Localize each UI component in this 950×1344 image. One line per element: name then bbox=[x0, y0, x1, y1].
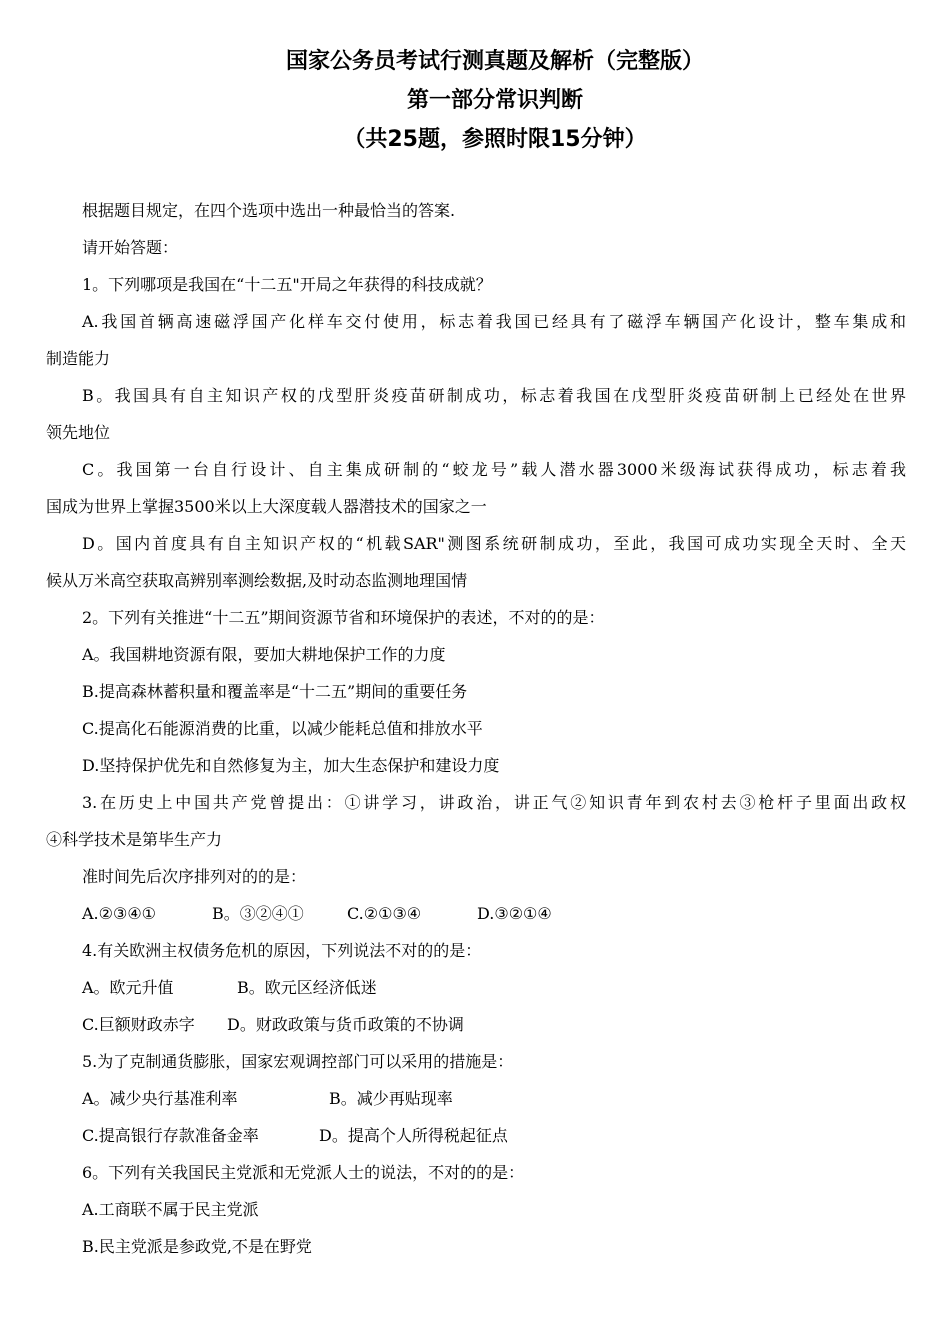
question-1-option-c-continued: 国成为世界上掌握3500米以上大深度载人器潜技术的国家之一 bbox=[46, 497, 487, 516]
question-1-option-b-continued: 领先地位 bbox=[46, 423, 111, 442]
question-2-stem: 2。下列有关推进“十二五”期间资源节省和环境保护的表述，不对的的是： bbox=[82, 608, 605, 627]
question-3-option-c: C.②①③④ bbox=[347, 904, 422, 923]
start-prompt: 请开始答题： bbox=[82, 238, 179, 257]
question-4-stem: 4.有关欧洲主权债务危机的原因，下列说法不对的的是： bbox=[82, 941, 482, 960]
question-6-stem: 6。下列有关我国民主党派和无党派人士的说法，不对的的是： bbox=[82, 1163, 525, 1182]
question-5-option-c: C.提高银行存款准备金率 bbox=[82, 1126, 259, 1145]
section-title: 第一部分常识判断 bbox=[406, 88, 583, 113]
question-5-option-b: B。减少再贴现率 bbox=[329, 1089, 453, 1108]
question-2-option-c: C.提高化石能源消费的比重，以减少能耗总值和排放水平 bbox=[82, 719, 483, 738]
question-4-options-row-1 bbox=[46, 969, 906, 1006]
question-4-option-c: C.巨额财政赤字 bbox=[82, 1015, 195, 1034]
question-4-option-d: D。财政政策与货币政策的不协调 bbox=[227, 1015, 464, 1034]
question-1-option-b: B。我国具有自主知识产权的戊型肝炎疫苗研制成功，标志着我国在戊型肝炎疫苗研制上已经处在世界 bbox=[82, 386, 906, 405]
instruction-text: 根据题目规定，在四个选项中选出一种最恰当的答案. bbox=[82, 201, 456, 220]
question-5-options-row-1 bbox=[46, 1080, 906, 1117]
question-3-option-a: A.②③④① bbox=[82, 904, 157, 923]
question-2-option-d: D.坚持保护优先和自然修复为主，加大生态保护和建设力度 bbox=[82, 756, 500, 775]
question-2-option-a: A。我国耕地资源有限，要加大耕地保护工作的力度 bbox=[82, 645, 446, 664]
question-5-option-a: A。减少央行基准利率 bbox=[82, 1089, 238, 1108]
question-1-option-d: D。国内首度具有自主知识产权的“机载SAR"测图系统研制成功，至此，我国可成功实现全天时、全天 bbox=[82, 534, 906, 553]
question-5-stem: 5.为了克制通货膨胀，国家宏观调控部门可以采用的措施是： bbox=[82, 1052, 514, 1071]
question-6-option-a: A.工商联不属于民主党派 bbox=[82, 1200, 259, 1219]
question-3-prompt: 准时间先后次序排列对的的是： bbox=[82, 867, 307, 886]
question-1-option-c: C。我国第一台自行设计、自主集成研制的“蛟龙号”载人潜水器3000米级海试获得成功，标志着我 bbox=[82, 460, 906, 479]
document-title: 国家公务员考试行测真题及解析（完整版） bbox=[285, 49, 704, 74]
question-3-stem: 3.在历史上中国共产党曾提出：①讲学习，讲政治，讲正气②知识青年到农村去③枪杆子里面出政权 bbox=[82, 793, 906, 812]
question-4-options-row-2 bbox=[46, 1006, 906, 1043]
question-3-options bbox=[46, 895, 906, 932]
question-4-option-a: A。欧元升值 bbox=[82, 978, 174, 997]
question-5-option-d: D。提高个人所得税起征点 bbox=[319, 1126, 508, 1145]
question-4-option-b: B。欧元区经济低迷 bbox=[237, 978, 377, 997]
question-1-option-d-continued: 候从万米高空获取高辨别率测绘数据,及时动态监测地理国情 bbox=[46, 571, 468, 590]
question-6-option-b: B.民主党派是参政党,不是在野党 bbox=[82, 1237, 312, 1256]
question-1-stem: 1。下列哪项是我国在“十二五"开局之年获得的科技成就？ bbox=[82, 275, 492, 294]
question-2-option-b: B.提高森林蓄积量和覆盖率是“十二五”期间的重要任务 bbox=[82, 682, 468, 701]
question-3-stem-continued: ④科学技术是第毕生产力 bbox=[46, 830, 223, 849]
section-note: （共25题，参照时限15分钟） bbox=[343, 127, 647, 152]
question-3-option-b: B。③②④① bbox=[212, 904, 304, 923]
question-3-option-d: D.③②①④ bbox=[477, 904, 552, 923]
question-1-option-a: A.我国首辆高速磁浮国产化样车交付使用，标志着我国已经具有了磁浮车辆国产化设计，整车集成和 bbox=[82, 312, 906, 331]
question-5-options-row-2 bbox=[46, 1117, 906, 1154]
question-body bbox=[46, 192, 906, 1265]
question-1-option-a-continued: 制造能力 bbox=[46, 349, 111, 368]
